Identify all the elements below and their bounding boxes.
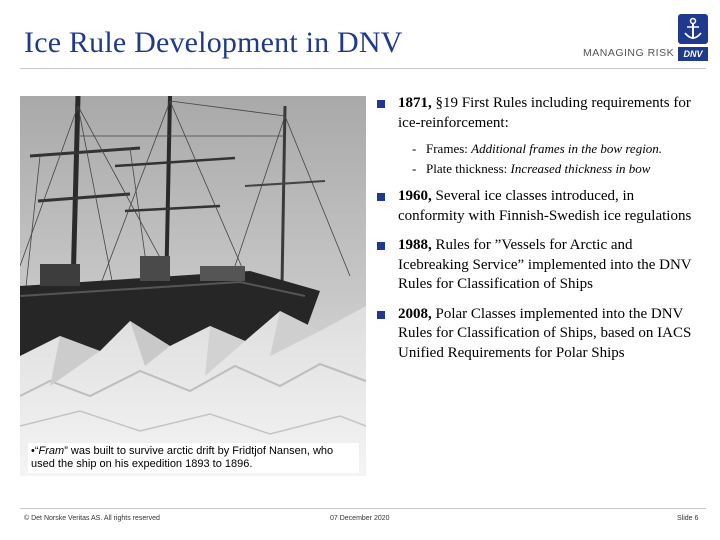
- bullet-square-icon: [377, 100, 385, 108]
- footer-divider: [20, 508, 706, 509]
- bullet-item: [372, 94, 702, 177]
- sub-list: [412, 141, 702, 177]
- bullet-item: [372, 236, 702, 295]
- bullet-square-icon: [377, 193, 385, 201]
- sub-item: - Frames: Additional frames in the bow region.: [412, 141, 663, 156]
- caption-prefix: •“: [31, 445, 39, 457]
- sub-desc: Additional frames in the bow region.: [471, 141, 663, 156]
- footer-copyright: © Det Norske Veritas AS. All rights reserved: [24, 515, 160, 522]
- sub-term: Plate thickness: [426, 161, 504, 176]
- fram-ship-photo: [20, 96, 366, 476]
- caption-text: ” was built to survive arctic drift by Fridtjof Nansen, who used the ship on his expedition 1893 to 1896.: [31, 445, 334, 470]
- bullet-year: 1960,: [398, 188, 432, 204]
- bullet-text: §19 First Rules including requirements for ice-reinforcement:: [398, 95, 691, 131]
- managing-risk-tagline: MANAGING RISK: [583, 47, 675, 59]
- photo-caption: [28, 443, 359, 473]
- bullet-year: 1988,: [398, 237, 432, 253]
- footer-slide-number: Slide 6: [677, 515, 699, 522]
- bullet-item: [372, 187, 702, 226]
- dnv-logo: [678, 14, 708, 62]
- bullet-year: 2008,: [398, 305, 432, 322]
- bullet-item: [372, 305, 702, 364]
- dnv-logo-text: DNV: [678, 47, 708, 61]
- title-divider: [20, 68, 706, 69]
- footer-date: 07 December 2020: [330, 515, 390, 522]
- caption-ship-name: Fram: [38, 445, 65, 457]
- sub-desc: Increased thickness in bow: [510, 161, 651, 176]
- bullet-text: Several ice classes introduced, in conformity with Finnish-Swedish ice regulations: [398, 188, 692, 224]
- bullet-list: [372, 94, 702, 373]
- bullet-square-icon: [377, 242, 385, 250]
- bullet-text: Rules for ”Vessels for Arctic and Icebreaking Service” implemented into the DNV Rules for Classification of Ships: [398, 237, 692, 292]
- bullet-year: 1871,: [398, 95, 432, 111]
- bullet-square-icon: [377, 311, 385, 319]
- bullet-text: Polar Classes implemented into the DNV Rules for Classification of Ships, based on IACS Unified Requirements for Polar Ships: [398, 305, 692, 361]
- sub-item: - Plate thickness: Increased thickness in bow: [412, 161, 651, 176]
- slide-title: Ice Rule Development in DNV: [24, 26, 403, 59]
- anchor-shield-icon: [678, 14, 708, 44]
- sub-term: Frames: [426, 141, 465, 156]
